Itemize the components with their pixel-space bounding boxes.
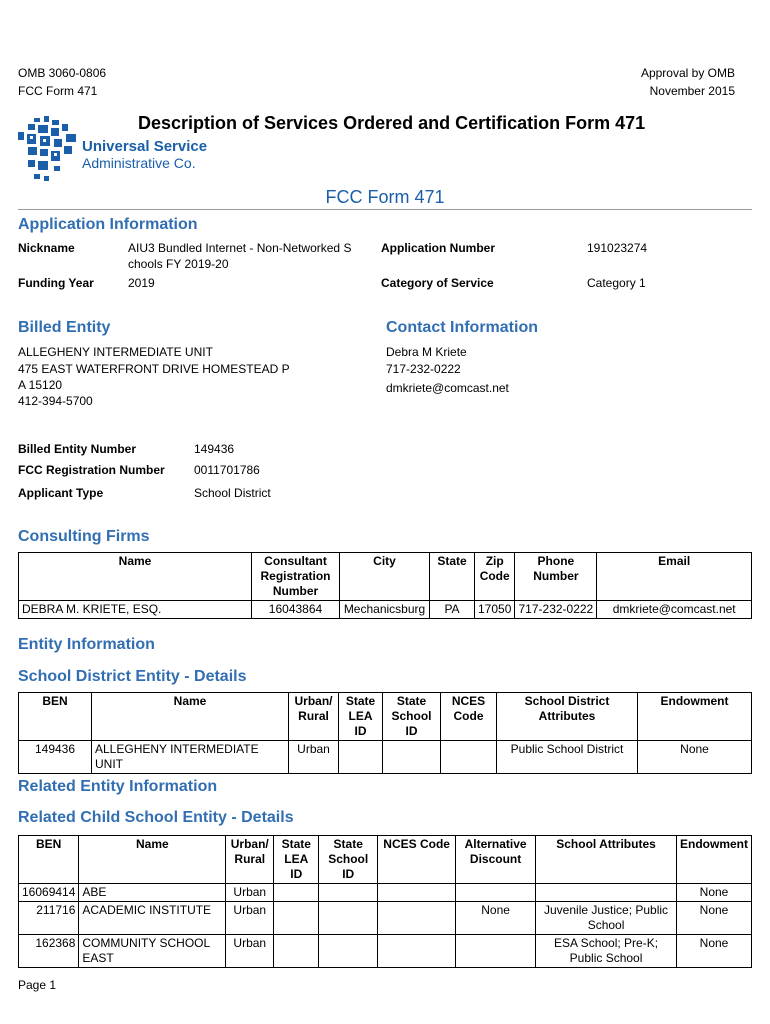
cell: None bbox=[677, 902, 752, 935]
cell bbox=[274, 935, 319, 968]
cell bbox=[319, 935, 378, 968]
cell: PA bbox=[430, 601, 475, 619]
section-billed-entity: Billed Entity bbox=[18, 319, 111, 336]
cell: None bbox=[677, 935, 752, 968]
cell: 17050 bbox=[475, 601, 515, 619]
col-name: Name bbox=[79, 836, 226, 884]
cell bbox=[319, 884, 378, 902]
cell: Urban bbox=[289, 741, 339, 774]
cell: Public School District bbox=[497, 741, 638, 774]
col-endowment: Endowment bbox=[638, 693, 752, 741]
section-consulting: Consulting Firms bbox=[18, 528, 150, 545]
cell: ALLEGHENY INTERMEDIATE UNIT bbox=[92, 741, 289, 774]
col-state: State bbox=[430, 553, 475, 601]
billed-name: ALLEGHENY INTERMEDIATE UNIT bbox=[18, 345, 213, 359]
omb-approval: Approval by OMB bbox=[640, 66, 735, 80]
cell: COMMUNITY SCHOOL EAST bbox=[79, 935, 226, 968]
omb-date: November 2015 bbox=[649, 84, 735, 98]
col-city: City bbox=[340, 553, 430, 601]
cell: DEBRA M. KRIETE, ESQ. bbox=[19, 601, 252, 619]
col-nces: NCES Code bbox=[378, 836, 456, 884]
col-endowment: Endowment bbox=[677, 836, 752, 884]
section-related: Related Entity Information bbox=[18, 778, 218, 795]
contact-phone: 717-232-0222 bbox=[386, 362, 461, 376]
col-district-attr: School District Attributes bbox=[497, 693, 638, 741]
cell: ESA School; Pre-K; Public School bbox=[536, 935, 677, 968]
nickname-label: Nickname bbox=[18, 241, 75, 255]
cell: 717-232-0222 bbox=[515, 601, 597, 619]
fcc-reg-label: FCC Registration Number bbox=[18, 463, 165, 477]
fcc-reg-value: 0011701786 bbox=[194, 463, 260, 477]
section-application: Application Information bbox=[18, 216, 198, 233]
cell bbox=[378, 884, 456, 902]
col-urban: Urban/ Rural bbox=[226, 836, 274, 884]
col-school-attr: School Attributes bbox=[536, 836, 677, 884]
cell bbox=[274, 902, 319, 935]
cell bbox=[339, 741, 383, 774]
consulting-table bbox=[18, 552, 752, 619]
table-row bbox=[19, 935, 752, 968]
cell: ACADEMIC INSTITUTE bbox=[79, 902, 226, 935]
cell bbox=[378, 902, 456, 935]
category-value: Category 1 bbox=[587, 276, 646, 290]
cell: 149436 bbox=[19, 741, 92, 774]
applicant-type-value: School District bbox=[194, 486, 271, 500]
funding-year-label: Funding Year bbox=[18, 276, 94, 290]
col-school-id: State School ID bbox=[383, 693, 441, 741]
applicant-type-label: Applicant Type bbox=[18, 486, 104, 500]
table-row bbox=[19, 884, 752, 902]
cell bbox=[274, 884, 319, 902]
nickname-value-2: chools FY 2019-20 bbox=[128, 257, 229, 271]
table-row bbox=[19, 741, 752, 774]
col-ben: BEN bbox=[19, 836, 79, 884]
cell: ABE bbox=[79, 884, 226, 902]
divider bbox=[18, 209, 752, 210]
district-table bbox=[18, 692, 752, 774]
cell: Urban bbox=[226, 935, 274, 968]
col-ben: BEN bbox=[19, 693, 92, 741]
related-table bbox=[18, 835, 752, 968]
cell bbox=[456, 884, 536, 902]
cell: Urban bbox=[226, 902, 274, 935]
col-school-id: State School ID bbox=[319, 836, 378, 884]
billed-phone: 412-394-5700 bbox=[18, 394, 93, 408]
col-lea: State LEA ID bbox=[274, 836, 319, 884]
cell: None bbox=[677, 884, 752, 902]
app-number-value: 191023274 bbox=[587, 241, 648, 255]
section-entity: Entity Information bbox=[18, 636, 155, 653]
cell: Urban bbox=[226, 884, 274, 902]
ben-value: 149436 bbox=[194, 442, 235, 456]
usac-logo-icon bbox=[14, 116, 80, 186]
section-school-district: School District Entity - Details bbox=[18, 668, 247, 685]
logo-line1: Universal Service bbox=[82, 138, 208, 155]
col-name: Name bbox=[19, 553, 252, 601]
cell bbox=[378, 935, 456, 968]
form-number: FCC Form 471 bbox=[18, 84, 98, 98]
logo-line2: Administrative Co. bbox=[82, 155, 196, 171]
category-label: Category of Service bbox=[381, 276, 494, 290]
table-row bbox=[19, 902, 752, 935]
col-alt-discount: Alternative Discount bbox=[456, 836, 536, 884]
col-urban: Urban/ Rural bbox=[289, 693, 339, 741]
app-number-label: Application Number bbox=[381, 241, 496, 255]
col-name: Name bbox=[92, 693, 289, 741]
col-lea: State LEA ID bbox=[339, 693, 383, 741]
nickname-value-1: AIU3 Bundled Internet - Non-Networked S bbox=[128, 241, 352, 255]
col-phone: Phone Number bbox=[515, 553, 597, 601]
contact-email: dmkriete@comcast.net bbox=[386, 381, 509, 395]
form-name: FCC Form 471 bbox=[325, 187, 445, 207]
ben-label: Billed Entity Number bbox=[18, 442, 137, 456]
cell: 211716 bbox=[19, 902, 79, 935]
contact-name: Debra M Kriete bbox=[386, 345, 467, 359]
cell: None bbox=[456, 902, 536, 935]
cell: 16043864 bbox=[252, 601, 340, 619]
table-row bbox=[19, 601, 752, 619]
col-zip: Zip Code bbox=[475, 553, 515, 601]
funding-year-value: 2019 bbox=[128, 276, 155, 290]
cell bbox=[441, 741, 497, 774]
cell: None bbox=[638, 741, 752, 774]
col-consultant-reg: Consultant Registration Number bbox=[252, 553, 340, 601]
section-contact: Contact Information bbox=[386, 319, 538, 336]
cell bbox=[319, 902, 378, 935]
section-related-child: Related Child School Entity - Details bbox=[18, 809, 294, 826]
billed-address-1: 475 EAST WATERFRONT DRIVE HOMESTEAD P bbox=[18, 362, 290, 376]
cell: dmkriete@comcast.net bbox=[597, 601, 752, 619]
cell: Mechanicsburg bbox=[340, 601, 430, 619]
cell: Juvenile Justice; Public School bbox=[536, 902, 677, 935]
cell bbox=[536, 884, 677, 902]
cell: 16069414 bbox=[19, 884, 79, 902]
page-title: Description of Services Ordered and Certification Form 471 bbox=[138, 113, 646, 133]
page-number: Page 1 bbox=[18, 978, 57, 992]
cell: 162368 bbox=[19, 935, 79, 968]
omb-number: OMB 3060-0806 bbox=[18, 66, 107, 80]
col-email: Email bbox=[597, 553, 752, 601]
cell bbox=[383, 741, 441, 774]
col-nces: NCES Code bbox=[441, 693, 497, 741]
billed-address-2: A 15120 bbox=[18, 378, 63, 392]
cell bbox=[456, 935, 536, 968]
